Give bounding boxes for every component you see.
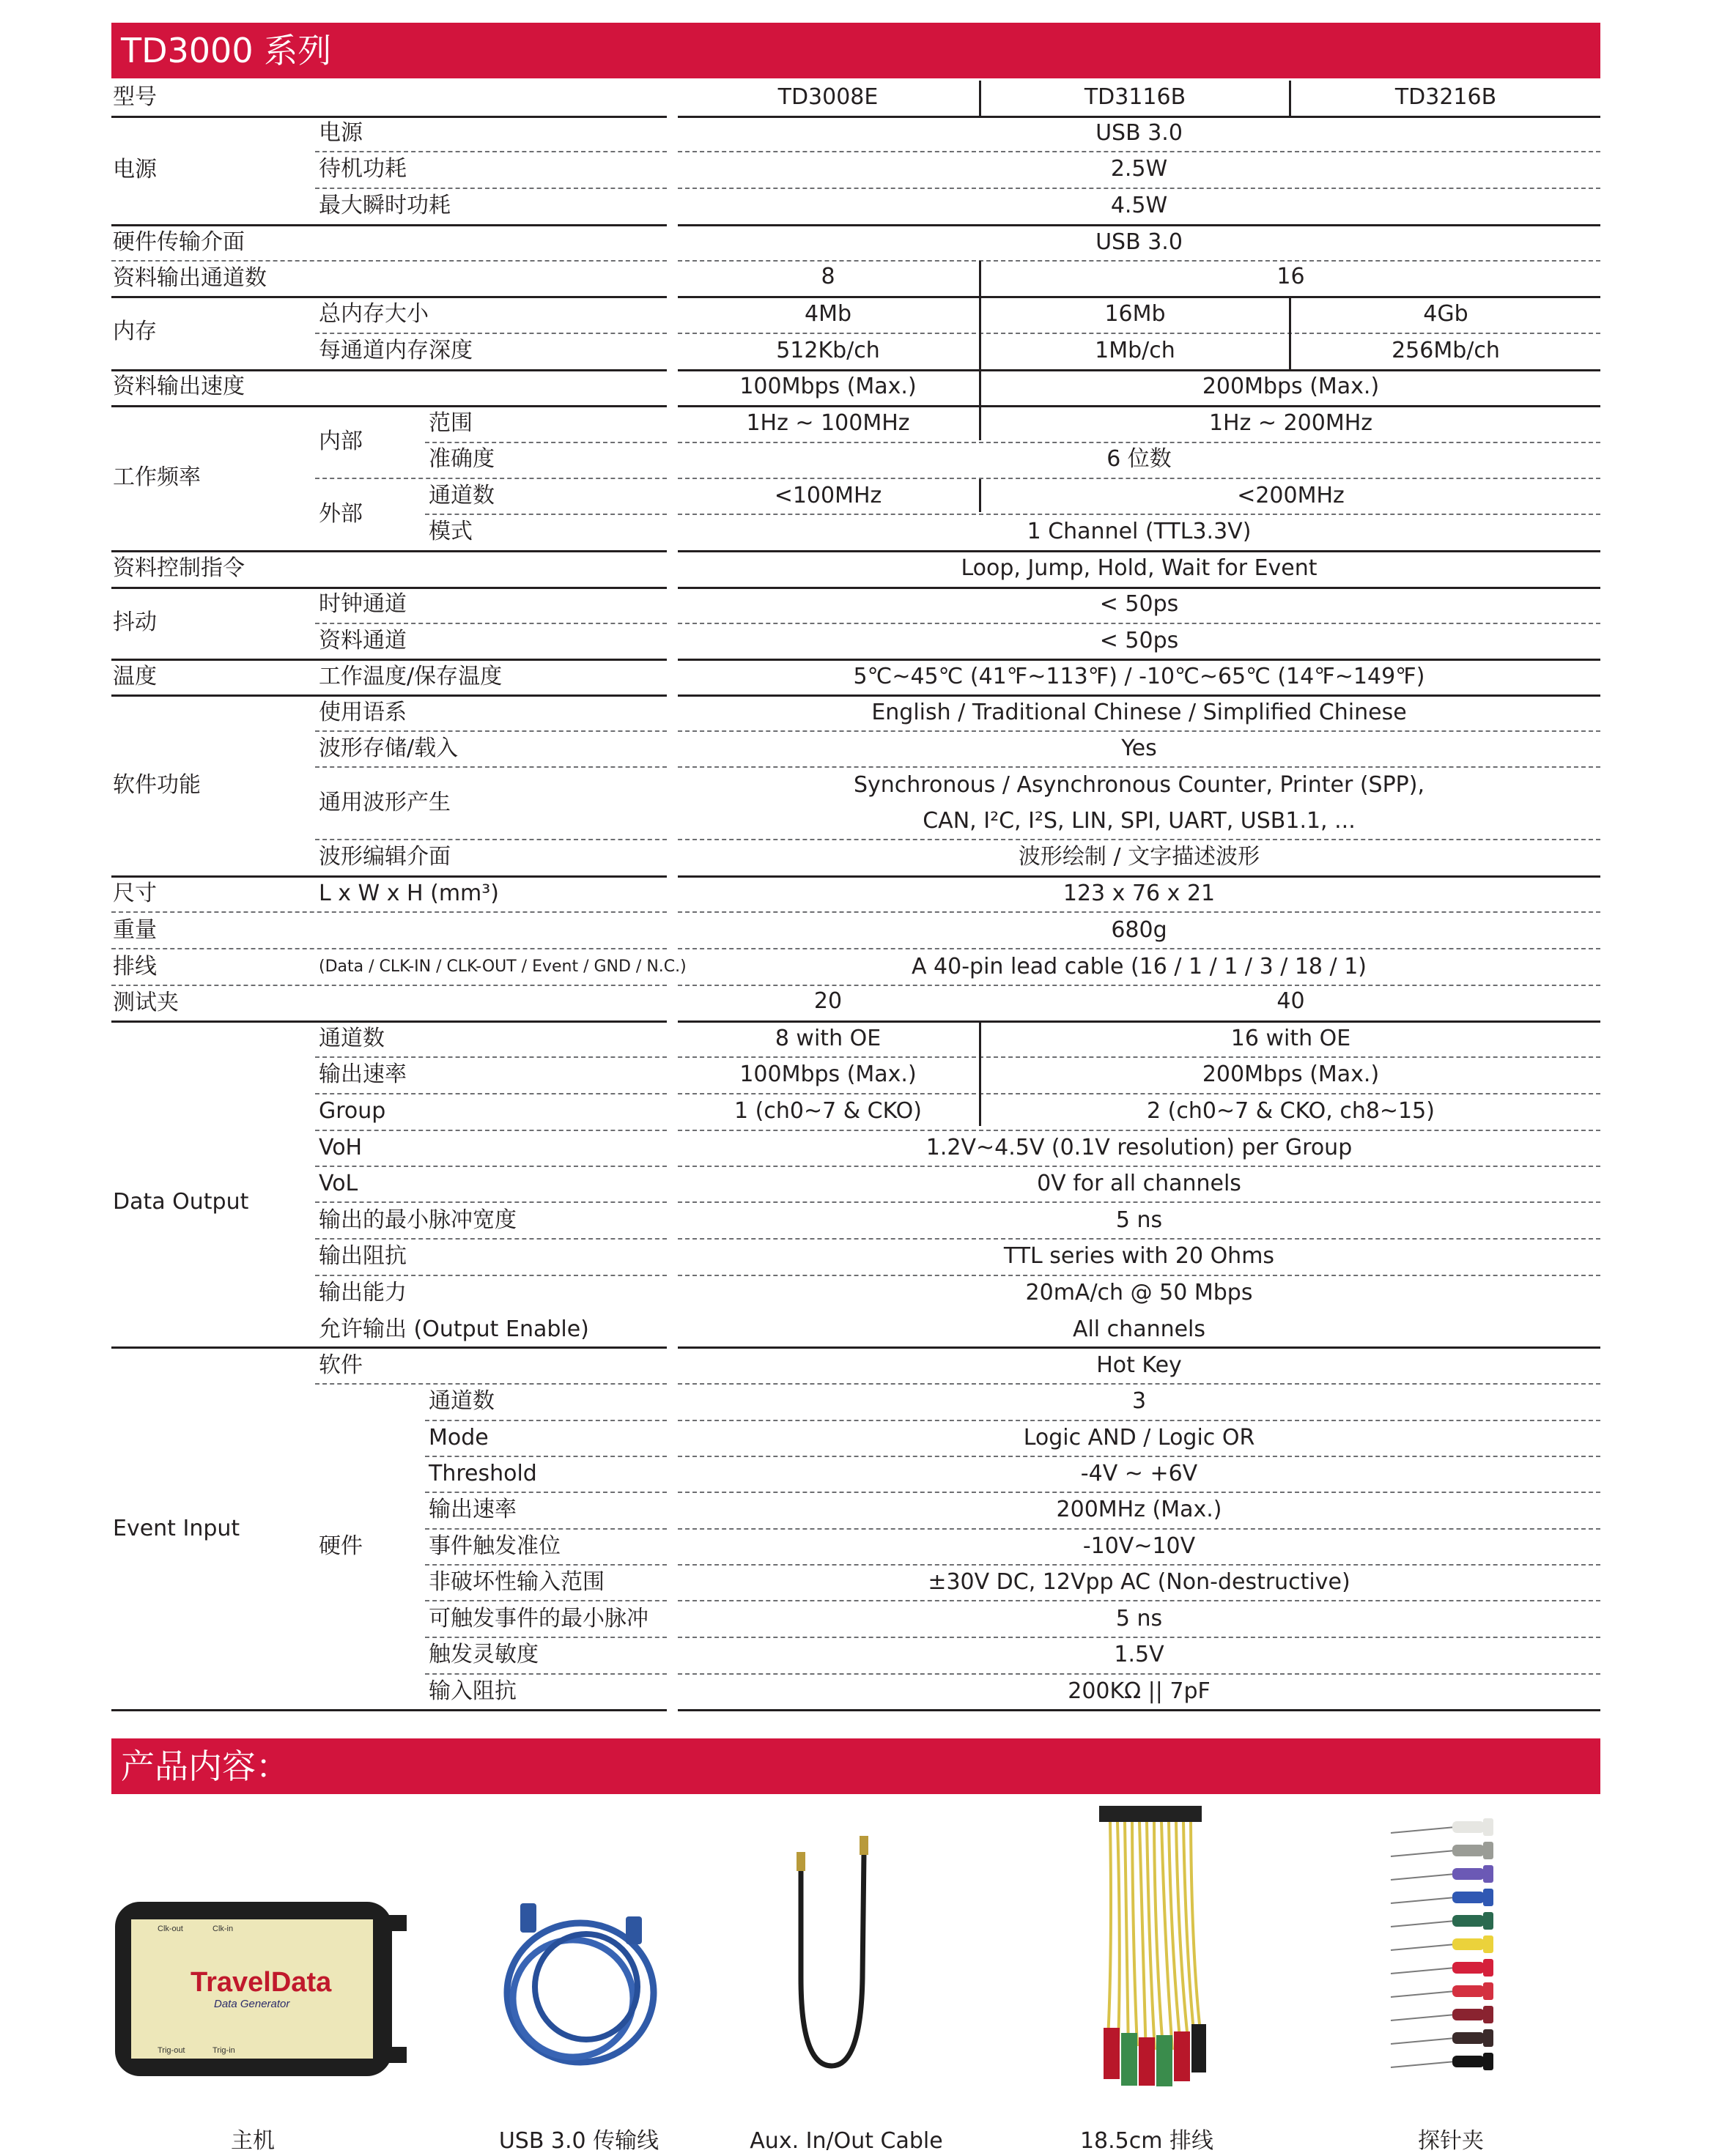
language-value: English / Traditional Chinese / Simplified Chinese: [871, 700, 1407, 725]
waveform-line2: CAN, I²C, I²S, LIN, SPI, UART, USB1.1, ...: [923, 808, 1356, 834]
probe-clip: [1452, 1962, 1485, 1974]
freq-ext-channels-v2: <200MHz: [1237, 483, 1345, 508]
probe-clip-stack: [1391, 1818, 1493, 2070]
memory-depth-v2: 1Mb/ch: [1095, 338, 1175, 363]
freq-ext-channels-v1: <100MHz: [774, 483, 882, 508]
rule: [111, 405, 667, 407]
do-enable-value: All channels: [1072, 1316, 1206, 1342]
memory-depth-label: 每通道内存深度: [319, 338, 473, 363]
ei-hardware-label: 硬件: [319, 1533, 363, 1559]
probe-needle: [1391, 2015, 1455, 2020]
do-channels-v1: 8 with OE: [775, 1026, 882, 1051]
item-caption-probe-clips: 探针夹: [1418, 2128, 1484, 2154]
waveform-line1: Synchronous / Asynchronous Counter, Printer (SPP),: [853, 772, 1424, 798]
probe-clip: [1452, 1868, 1485, 1880]
ei-row-value: -4V ~ +6V: [1080, 1461, 1198, 1486]
jitter-label: 抖动: [113, 610, 157, 635]
port-label: Trig-in: [213, 2046, 235, 2055]
do-voh-label: VoH: [319, 1135, 363, 1160]
temperature-value: 5℃~45℃ (41℉~113℉) / -10℃~65℃ (14℉~149℉): [853, 664, 1425, 689]
storage-label: 波形存储/载入: [319, 736, 459, 761]
probe-clip: [1452, 1938, 1485, 1950]
ei-software-label: 软件: [319, 1352, 363, 1378]
port-label: Trig-out: [158, 2046, 185, 2055]
contents-title-banner: [111, 1738, 1600, 1794]
aux-connector: [797, 1852, 805, 1871]
do-drive-label: 输出能力: [319, 1280, 407, 1305]
probe-clip: [1452, 1915, 1485, 1927]
dimension-label: 尺寸: [113, 881, 157, 906]
ei-row-label: 通道数: [429, 1388, 495, 1414]
probe-needle: [1391, 1991, 1455, 1997]
device-clip: [385, 2047, 407, 2063]
probe-clip: [1452, 1821, 1485, 1833]
do-channels-v2: 16 with OE: [1230, 1026, 1351, 1051]
model-td3216b: TD3216B: [1394, 84, 1497, 110]
cable-value: A 40-pin lead cable (16 / 1 / 1 / 3 / 18 / 1): [912, 954, 1367, 979]
control-value: Loop, Jump, Hold, Wait for Event: [961, 555, 1318, 581]
probe-grip: [1483, 2006, 1493, 2023]
output-speed-label: 资料输出速度: [113, 374, 245, 399]
channels-value-8: 8: [821, 264, 835, 289]
probe-grip: [1483, 1935, 1493, 1953]
ei-row-label: Mode: [429, 1425, 489, 1451]
memory-depth-v1: 512Kb/ch: [776, 338, 880, 363]
probe-needle: [1391, 2061, 1455, 2067]
wire-sleeve: [1139, 2037, 1155, 2086]
ei-row-label: 输入阻抗: [429, 1678, 517, 1704]
item-caption-aux-cable: Aux. In/Out Cable: [750, 2128, 943, 2154]
do-enable-label: 允许输出 (Output Enable): [319, 1316, 589, 1342]
ei-row-label: 非破坏性输入范围: [429, 1569, 605, 1595]
aux-cable-image: [788, 1824, 876, 2088]
probe-needle: [1391, 1874, 1455, 1880]
do-vol-label: VoL: [319, 1171, 358, 1196]
freq-range-v2: 1Hz ~ 200MHz: [1208, 410, 1373, 436]
probe-needle: [1391, 1897, 1455, 1903]
probe-grip: [1483, 2029, 1493, 2047]
item-caption-usb-cable: USB 3.0 传输线: [498, 2128, 659, 2154]
rule: [111, 1020, 667, 1023]
memory-total-v2: 16Mb: [1104, 301, 1166, 327]
probe-clip: [1452, 2056, 1485, 2067]
ei-row-label: Threshold: [429, 1461, 537, 1486]
freq-external-label: 外部: [319, 501, 363, 527]
probe-needle: [1391, 1921, 1455, 1927]
freq-accuracy-value: 6 位数: [1106, 446, 1172, 472]
do-impedance-value: TTL series with 20 Ohms: [1003, 1243, 1275, 1269]
data-output-label: Data Output: [113, 1189, 249, 1215]
dimension-value: 123 x 76 x 21: [1063, 881, 1216, 906]
do-pulse-value: 5 ns: [1115, 1207, 1163, 1233]
ei-row-label: 事件触发准位: [429, 1533, 561, 1559]
ei-row-value: 1.5V: [1114, 1642, 1164, 1667]
probe-clip: [1452, 1892, 1485, 1903]
wire-sleeve: [1104, 2028, 1120, 2079]
do-vol-value: 0V for all channels: [1037, 1171, 1241, 1196]
do-rate-label: 输出速率: [319, 1062, 407, 1087]
rule: [111, 116, 667, 118]
temperature-sub-label: 工作温度/保存温度: [319, 664, 503, 689]
probe-grip: [1483, 1865, 1493, 1883]
port-label: Clk-out: [158, 1925, 183, 1933]
wire-sleeve: [1191, 2024, 1206, 2072]
power-value: USB 3.0: [1095, 120, 1183, 146]
freq-mode-value: 1 Channel (TTL3.3V): [1027, 519, 1252, 544]
ei-row-label: 输出速率: [429, 1497, 517, 1522]
do-drive-value: 20mA/ch @ 50 Mbps: [1025, 1280, 1253, 1305]
model-td3116b: TD3116B: [1084, 84, 1186, 110]
cable-label: 排线: [113, 954, 157, 979]
output-speed-v1: 100Mbps (Max.): [739, 374, 917, 399]
series-title: TD3000 系列: [121, 31, 332, 70]
model-td3008e: TD3008E: [777, 84, 879, 110]
do-group-v1: 1 (ch0~7 & CKO): [734, 1098, 922, 1124]
editor-label: 波形编辑介面: [319, 844, 451, 870]
freq-label: 工作频率: [113, 464, 201, 490]
probe-needle: [1391, 1944, 1455, 1950]
interface-label: 硬件传输介面: [113, 229, 245, 255]
standby-power-value: 2.5W: [1110, 156, 1168, 182]
power-sub-label: 电源: [319, 120, 363, 146]
probe-grip: [1483, 1959, 1493, 1977]
interface-value: USB 3.0: [1095, 229, 1183, 255]
do-rate-v2: 200Mbps (Max.): [1202, 1062, 1380, 1087]
do-group-v2: 2 (ch0~7 & CKO, ch8~15): [1147, 1098, 1435, 1124]
power-label: 电源: [113, 157, 157, 182]
rule: [111, 1709, 667, 1711]
ei-row-label: 可触发事件的最小脉冲: [429, 1606, 648, 1631]
do-rate-v1: 100Mbps (Max.): [739, 1062, 917, 1087]
peak-power-label: 最大瞬时功耗: [319, 193, 451, 218]
probe-needle: [1391, 2038, 1455, 2044]
do-pulse-label: 输出的最小脉冲宽度: [319, 1207, 517, 1233]
editor-value: 波形绘制 / 文字描述波形: [1018, 844, 1260, 870]
weight-label: 重量: [113, 917, 157, 943]
channels-value-16: 16: [1276, 264, 1305, 289]
probe-grip: [1483, 1842, 1493, 1859]
ribbon-cable-image: [1084, 1804, 1216, 2097]
probe-clip: [1452, 2009, 1485, 2020]
cable-header: [1099, 1806, 1202, 1822]
rule: [315, 1166, 667, 1167]
brand-subtitle: Data Generator: [214, 1998, 290, 2010]
usb-plug: [626, 1916, 642, 1944]
clips-v2: 40: [1276, 988, 1305, 1014]
aux-cable: [801, 1853, 864, 2066]
ei-row-value: 200KΩ || 7pF: [1068, 1678, 1211, 1704]
probe-clip: [1452, 1845, 1485, 1856]
rule: [315, 1130, 667, 1131]
probe-clip: [1452, 1985, 1485, 1997]
freq-mode-label: 模式: [429, 519, 473, 544]
memory-label: 内存: [113, 319, 157, 344]
weight-value: 680g: [1111, 917, 1167, 943]
contents-title: 产品内容：: [121, 1746, 289, 1786]
memory-total-label: 总内存大小: [319, 301, 429, 327]
wire-sleeve: [1121, 2033, 1137, 2086]
probe-clips-image: [1385, 1815, 1502, 2086]
probe-grip: [1483, 1982, 1493, 2000]
do-impedance-label: 输出阻抗: [319, 1243, 407, 1269]
ei-row-value: 5 ns: [1115, 1606, 1163, 1631]
ei-row-value: 200MHz (Max.): [1056, 1497, 1222, 1522]
memory-total-v1: 4Mb: [804, 301, 851, 327]
cable-sub-label: (Data / CLK-IN / CLK-OUT / Event / GND / N.C.): [319, 957, 687, 976]
storage-value: Yes: [1121, 736, 1157, 761]
do-voh-value: 1.2V~4.5V (0.1V resolution) per Group: [925, 1135, 1353, 1160]
control-label: 资料控制指令: [113, 555, 245, 581]
item-caption-ribbon: 18.5cm 排线: [1079, 2128, 1214, 2154]
probe-needle: [1391, 1851, 1455, 1856]
clips-label: 测试夹: [113, 990, 179, 1015]
jitter-clock-value: < 50ps: [1099, 591, 1179, 617]
wire-sleeve: [1156, 2035, 1172, 2086]
freq-ext-channels-label: 通道数: [429, 483, 495, 508]
probe-grip: [1483, 2053, 1493, 2070]
item-caption-main-unit: 主机: [231, 2128, 275, 2154]
wire-sleeve: [1174, 2031, 1190, 2081]
aux-connector: [860, 1836, 868, 1855]
peak-power-value: 4.5W: [1110, 193, 1168, 218]
freq-range-v1: 1Hz ~ 100MHz: [746, 410, 910, 436]
port-label: Clk-in: [213, 1925, 234, 1933]
ei-row-value: ±30V DC, 12Vpp AC (Non-destructive): [928, 1569, 1350, 1595]
dimension-sub-label: L x W x H (mm³): [319, 881, 500, 906]
brand-logo: TravelData: [191, 1967, 332, 1998]
probe-clip: [1452, 2032, 1485, 2044]
ei-row-label: 触发灵敏度: [429, 1642, 539, 1667]
ei-row-value: Logic AND / Logic OR: [1023, 1425, 1255, 1451]
main-unit-image: [114, 1897, 414, 2081]
jitter-data-value: < 50ps: [1099, 628, 1179, 653]
waveform-label: 通用波形产生: [319, 790, 451, 815]
jitter-data-label: 资料通道: [319, 628, 407, 653]
probe-needle: [1391, 1968, 1455, 1974]
probe-grip: [1483, 1818, 1493, 1836]
usb-cable-image: [492, 1890, 665, 2081]
language-label: 使用语系: [319, 700, 407, 725]
freq-internal-label: 内部: [319, 429, 363, 454]
output-speed-v2: 200Mbps (Max.): [1202, 374, 1380, 399]
model-label: 型号: [113, 84, 157, 110]
probe-grip: [1483, 1912, 1493, 1930]
do-channels-label: 通道数: [319, 1026, 385, 1051]
temperature-label: 温度: [113, 664, 157, 689]
ei-row-value: -10V~10V: [1082, 1533, 1196, 1559]
freq-accuracy-label: 准确度: [429, 446, 495, 472]
freq-range-label: 范围: [429, 410, 473, 436]
probe-needle: [1391, 1827, 1455, 1833]
do-group-label: Group: [319, 1098, 386, 1124]
standby-power-label: 待机功耗: [319, 156, 407, 182]
ribbon-wires: [1108, 1822, 1200, 2057]
memory-depth-v3: 256Mb/ch: [1392, 338, 1500, 363]
memory-total-v3: 4Gb: [1423, 301, 1468, 327]
probe-grip: [1483, 1889, 1493, 1906]
channels-label: 资料输出通道数: [113, 265, 267, 291]
ei-row-value: 3: [1131, 1388, 1147, 1414]
jitter-clock-label: 时钟通道: [319, 591, 407, 617]
ei-software-value: Hot Key: [1096, 1352, 1182, 1378]
software-label: 软件功能: [113, 772, 201, 798]
clips-v1: 20: [813, 988, 843, 1014]
usb-plug: [520, 1903, 536, 1933]
event-input-label: Event Input: [113, 1516, 240, 1541]
device-clip: [385, 1915, 407, 1931]
cable-coil: [535, 1934, 638, 2040]
